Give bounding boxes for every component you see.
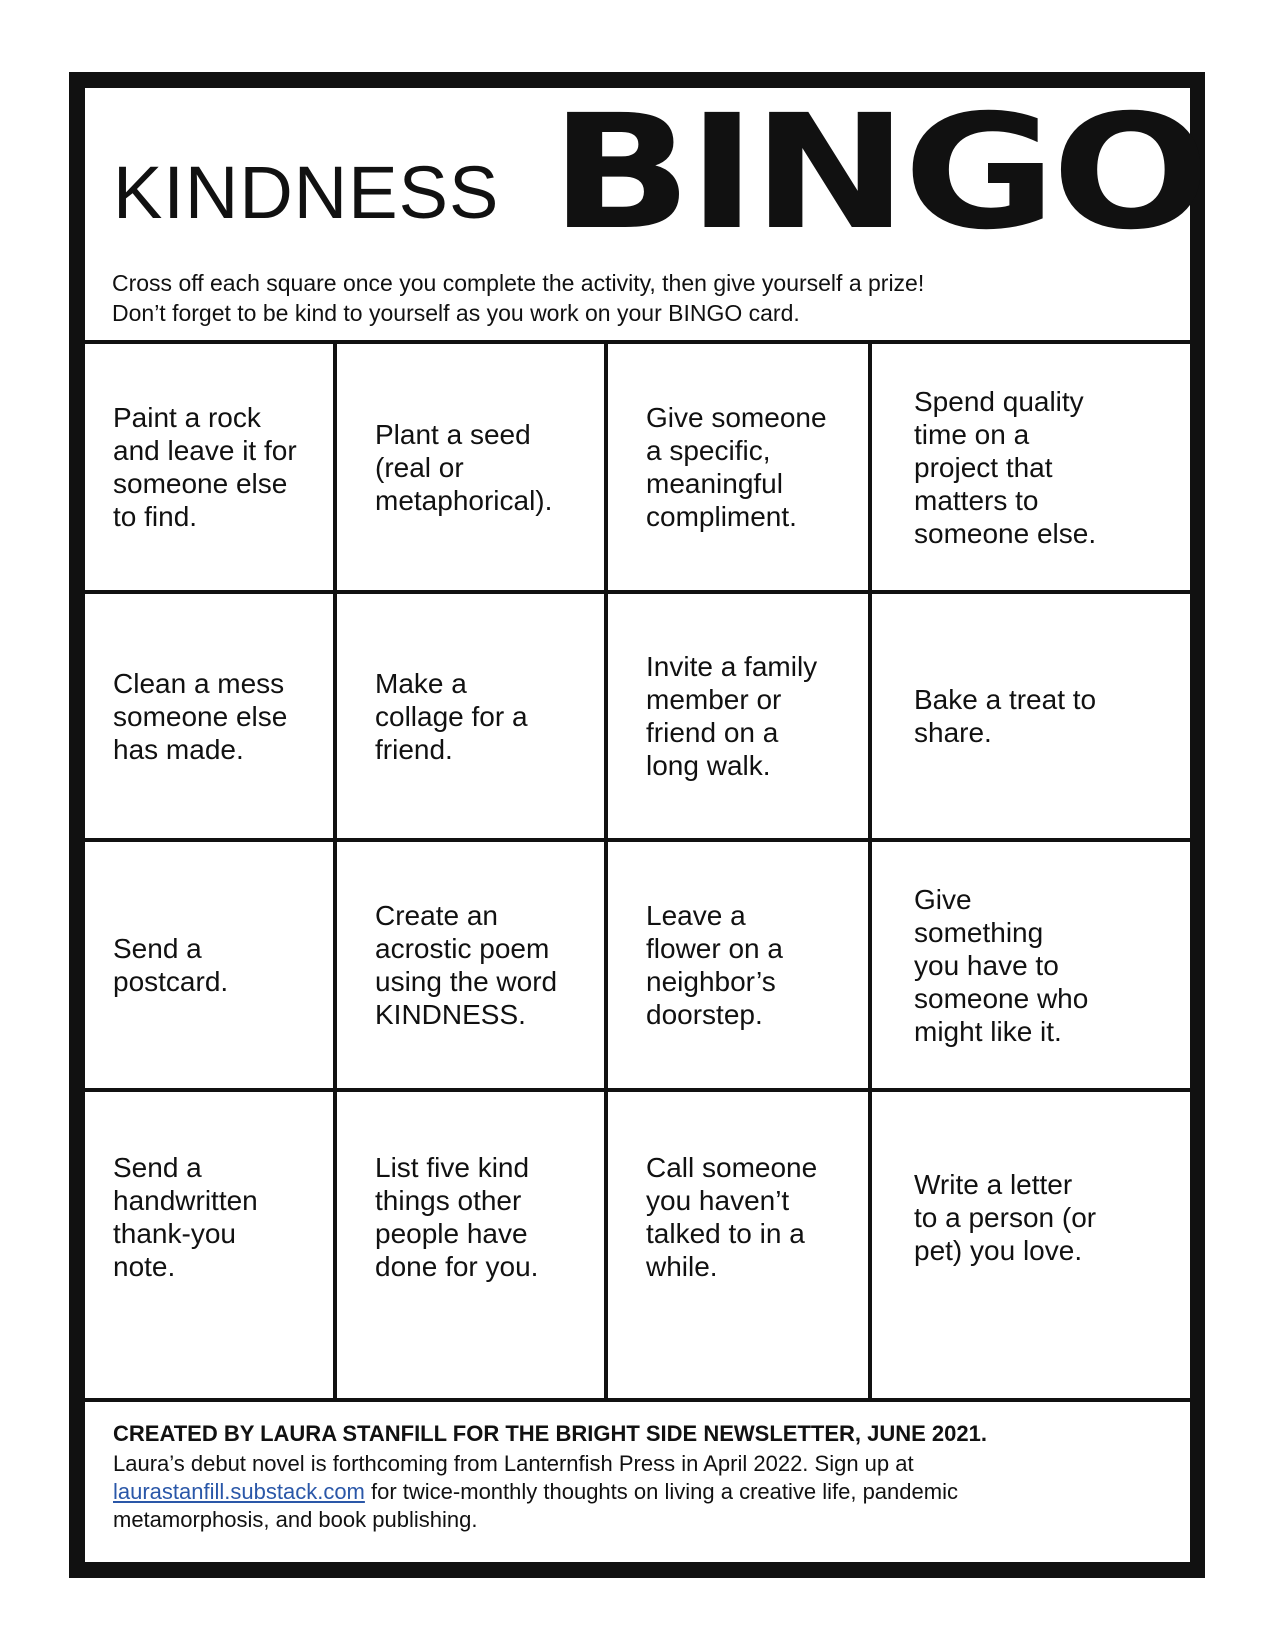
bingo-square-line: might like it. [914, 1015, 1062, 1047]
bingo-square-line: collage for a [375, 700, 528, 732]
bingo-square[interactable] [872, 842, 1186, 1088]
bingo-square-line: neighbor’s [646, 966, 776, 997]
bingo-square-line: someone else [113, 468, 288, 499]
bingo-square[interactable] [337, 594, 604, 838]
bingo-square-line: someone who [914, 982, 1089, 1014]
bingo-square-line: Plant a seed [375, 418, 531, 450]
bingo-square[interactable] [337, 1092, 604, 1402]
bingo-square-line: long walk. [646, 750, 771, 781]
bingo-square-text [113, 667, 287, 766]
bingo-square-text [375, 418, 552, 517]
bingo-square-text [375, 667, 528, 766]
bingo-square-line: Give [914, 883, 972, 915]
bingo-square-line: acrostic poem [375, 933, 550, 964]
bingo-card [85, 81, 1206, 1562]
bingo-square-line: a specific, [646, 435, 771, 466]
bingo-square-text [914, 385, 1096, 550]
bingo-square-text [914, 1168, 1096, 1267]
bingo-square[interactable] [608, 344, 868, 590]
bingo-square[interactable] [608, 1092, 868, 1402]
bingo-square-line: someone else [113, 700, 288, 732]
footer [113, 1420, 1173, 1534]
bingo-square-line: project that [914, 451, 1053, 483]
instructions-line-1: Cross off each square once you complete the activity, then give yourself a prize! [112, 270, 925, 296]
bingo-square-line: (real or [375, 451, 464, 483]
bingo-square-line: metaphorical). [375, 484, 553, 516]
bingo-grid [85, 340, 1190, 1402]
bingo-square-text [646, 899, 783, 1031]
blurb-after-link: for twice-monthly thoughts on living a creative life, pandemic [364, 1479, 958, 1504]
bingo-square-line: talked to in a [646, 1218, 805, 1249]
bingo-square[interactable] [337, 842, 604, 1088]
bingo-square-line: List five kind [375, 1152, 530, 1183]
bingo-square-line: Clean a mess [113, 667, 285, 699]
bingo-square-line: has made. [113, 733, 244, 765]
title-kindness: KINDNESS [113, 151, 500, 234]
bingo-square-text [914, 883, 1088, 1048]
bingo-square-text [113, 1151, 258, 1283]
bingo-square-line: doorstep. [646, 999, 763, 1030]
footer-blurb [113, 1450, 1173, 1534]
bingo-square-line: something [914, 916, 1044, 948]
bingo-square-text [646, 650, 817, 782]
bingo-square-line: Leave a [646, 900, 746, 931]
instructions [112, 268, 924, 328]
bingo-square-line: to a person (or [914, 1201, 1097, 1233]
bingo-square-line: KINDNESS. [375, 999, 526, 1030]
bingo-square-line: flower on a [646, 933, 783, 964]
bingo-square[interactable] [608, 842, 868, 1088]
bingo-square[interactable] [872, 594, 1186, 838]
bingo-square-line: friend on a [646, 717, 779, 748]
bingo-square-line: Send a [113, 1152, 202, 1183]
bingo-square-line: friend. [375, 733, 453, 765]
bingo-square-line: member or [646, 684, 782, 715]
bingo-square-line: Spend quality [914, 385, 1084, 417]
bingo-square-line: things other [375, 1185, 522, 1216]
blurb-line-3: metamorphosis, and book publishing. [113, 1507, 478, 1532]
bingo-square-text [113, 932, 228, 998]
bingo-square-line: you have to [914, 949, 1059, 981]
bingo-square-line: Write a letter [914, 1168, 1073, 1200]
card-header [85, 81, 1206, 340]
bingo-square[interactable] [85, 594, 333, 838]
bingo-square[interactable] [85, 1092, 333, 1402]
blurb-line-1: Laura’s debut novel is forthcoming from Lanternfish Press in April 2022. Sign up at [113, 1451, 914, 1476]
bingo-square-line: Invite a family [646, 651, 818, 682]
bingo-square-text [914, 683, 1096, 749]
bingo-square-line: matters to [914, 484, 1039, 516]
bingo-square-line: Make a [375, 667, 467, 699]
bingo-square-text [646, 401, 827, 533]
bingo-square-line: using the word [375, 966, 558, 997]
bingo-square-line: pet) you love. [914, 1234, 1083, 1266]
bingo-square-line: while. [646, 1251, 718, 1282]
substack-link[interactable]: laurastanfill.substack.com [113, 1479, 365, 1504]
bingo-square-line: Paint a rock [113, 402, 261, 433]
bingo-square-line: meaningful [646, 468, 783, 499]
bingo-square-line: people have [375, 1218, 528, 1249]
bingo-square[interactable] [872, 344, 1186, 590]
bingo-square-text [646, 1151, 817, 1283]
bingo-square-text [375, 1151, 538, 1283]
bingo-square[interactable] [608, 594, 868, 838]
bingo-square-line: note. [113, 1251, 176, 1282]
bingo-square-line: and leave it for [113, 435, 297, 466]
bingo-square-line: Give someone [646, 402, 827, 433]
bingo-square-text [375, 899, 557, 1031]
bingo-square-line: you haven’t [646, 1185, 790, 1216]
bingo-square[interactable] [337, 344, 604, 590]
bingo-square-line: postcard. [113, 966, 229, 997]
instructions-line-2: Don’t forget to be kind to yourself as you work on your BINGO card. [112, 300, 800, 326]
bingo-square-line: share. [914, 717, 992, 748]
bingo-square-line: to find. [113, 501, 198, 532]
bingo-square-line: thank-you [113, 1218, 236, 1249]
bingo-square-line: compliment. [646, 501, 797, 532]
bingo-square-line: Bake a treat to [914, 684, 1097, 715]
bingo-square-line: done for you. [375, 1251, 539, 1282]
bingo-square[interactable] [872, 1092, 1186, 1402]
bingo-square[interactable] [85, 842, 333, 1088]
bingo-square-line: Create an [375, 900, 498, 931]
title-bingo: BINGO [550, 81, 1206, 265]
bingo-square-line: time on a [914, 418, 1030, 450]
bingo-square-line: Send a [113, 933, 202, 964]
credit-line: CREATED BY LAURA STANFILL FOR THE BRIGHT SIDE NEWSLETTER, JUNE 2021. [113, 1421, 987, 1446]
bingo-square-line: someone else. [914, 517, 1097, 549]
bingo-square[interactable] [85, 344, 333, 590]
bingo-square-line: handwritten [113, 1185, 258, 1216]
bingo-square-line: Call someone [646, 1152, 818, 1183]
bingo-square-text [113, 401, 297, 533]
